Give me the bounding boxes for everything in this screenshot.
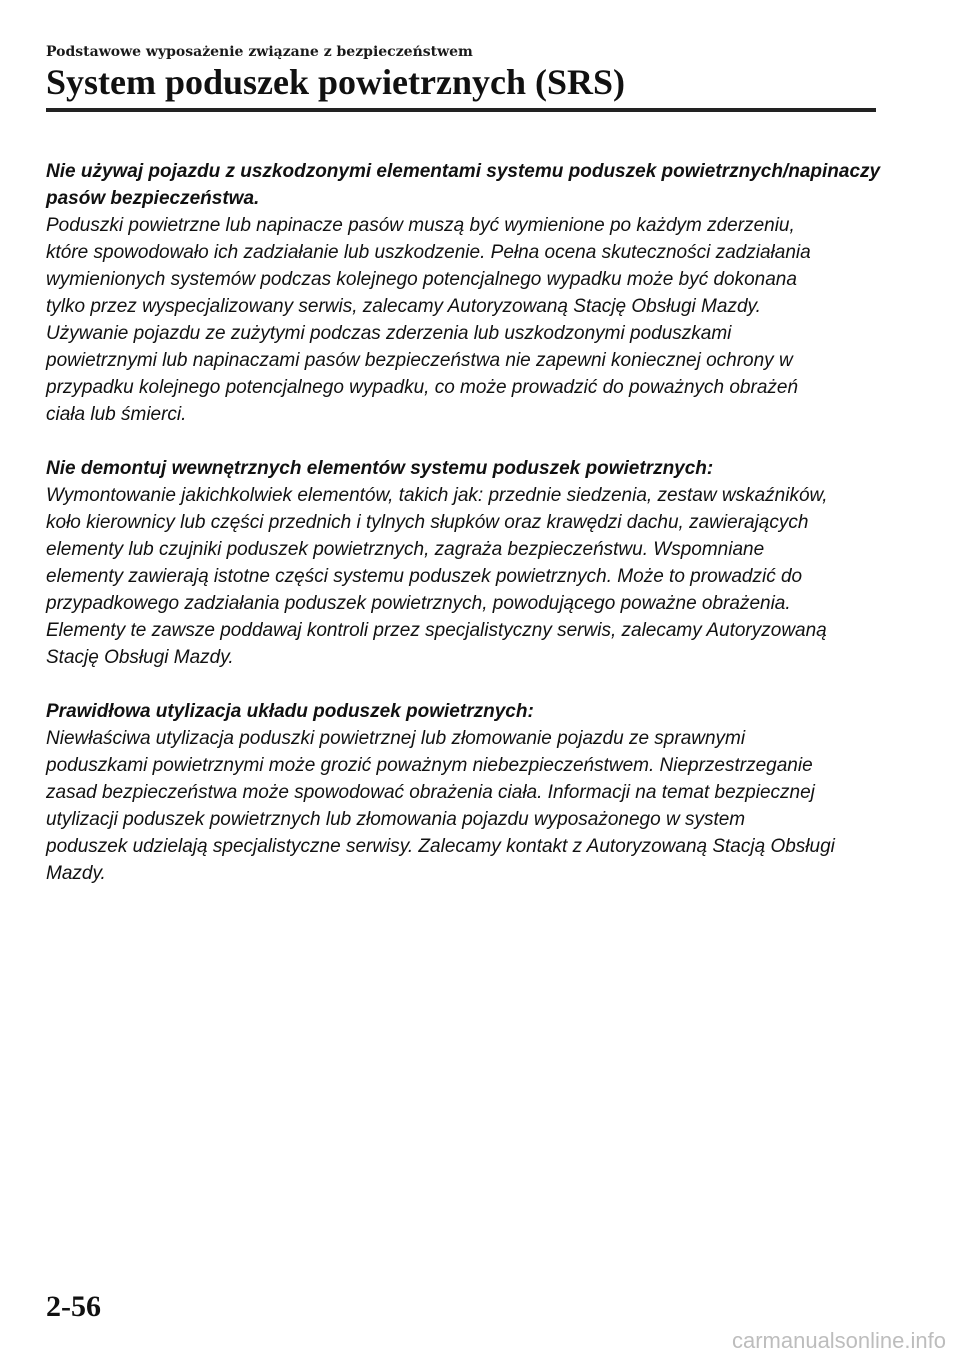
text-line: ciała lub śmierci. <box>46 404 187 425</box>
watermark-text: carmanualsonline.info <box>731 1328 946 1353</box>
text-line: przypadkowego zadziałania poduszek powietrznych, powodującego poważne obrażenia. <box>46 593 791 614</box>
header-divider <box>46 108 876 112</box>
text-line: Wymontowanie jakichkolwiek elementów, takich jak: przednie siedzenia, zestaw wskaźników, <box>46 485 828 506</box>
text-line: które spowodowało ich zadziałanie lub uszkodzenie. Pełna ocena skuteczności zadziałania <box>46 242 811 263</box>
warning-block-disassembly <box>46 455 896 671</box>
text-line: zasad bezpieczeństwa może spowodować obrażenia ciała. Informacji na temat bezpiecznej <box>46 782 815 803</box>
text-line: koło kierownicy lub części przednich i tylnych słupków oraz krawędzi dachu, zawierających <box>46 512 809 533</box>
text-line: elementy zawierają istotne części systemu poduszek powietrznych. Może to prowadzić do <box>46 566 803 587</box>
section-heading: Podstawowe wyposażenie związane z bezpieczeństwem <box>46 44 473 60</box>
warning-block-damaged-components <box>46 158 896 428</box>
text-line: Prawidłowa utylizacja układu poduszek powietrznych: <box>46 701 534 722</box>
warning-block-title <box>46 158 896 212</box>
text-line: powietrznymi lub napinaczami pasów bezpieczeństwa nie zapewni koniecznej ochrony w <box>46 350 793 371</box>
text-line: utylizacji poduszek powietrznych lub złomowania pojazdu wyposażonego w system <box>46 809 746 830</box>
text-line: Nie używaj pojazdu z uszkodzonymi elementami systemu poduszek powietrznych/napinaczy <box>46 161 881 182</box>
text-line: Używanie pojazdu ze zużytymi podczas zderzenia lub uszkodzonymi poduszkami <box>46 323 732 344</box>
text-line: wymienionych systemów podczas kolejnego potencjalnego wypadku może być dokonana <box>46 269 797 290</box>
text-line: Stację Obsługi Mazdy. <box>46 647 234 668</box>
text-line: Mazdy. <box>46 863 106 884</box>
text-line: Nie demontuj wewnętrznych elementów systemu poduszek powietrznych: <box>46 458 714 479</box>
text-line: pasów bezpieczeństwa. <box>46 188 260 209</box>
warning-block-title <box>46 698 896 725</box>
text-line: elementy lub czujniki poduszek powietrznych, zagraża bezpieczeństwu. Wspomniane <box>46 539 765 560</box>
text-line: Poduszki powietrzne lub napinacze pasów muszą być wymienione po każdym zderzeniu, <box>46 215 795 236</box>
warning-block-text <box>46 482 896 671</box>
text-line: Elementy te zawsze poddawaj kontroli przez specjalistyczny serwis, zalecamy Autoryzowaną <box>46 620 827 641</box>
warning-block-text <box>46 725 896 887</box>
text-line: poduszek udzielają specjalistyczne serwisy. Zalecamy kontakt z Autoryzowaną Stacją Obsługi <box>46 836 835 857</box>
text-line: tylko przez wyspecjalizowany serwis, zalecamy Autoryzowaną Stację Obsługi Mazdy. <box>46 296 761 317</box>
text-line: Niewłaściwa utylizacja poduszki powietrznej lub złomowanie pojazdu ze sprawnymi <box>46 728 746 749</box>
page-title: System poduszek powietrznych (SRS) <box>46 62 626 102</box>
warning-block-text <box>46 212 896 428</box>
warning-content <box>46 158 896 914</box>
text-line: przypadku kolejnego potencjalnego wypadku, co może prowadzić do poważnych obrażeń <box>46 377 799 398</box>
text-line: poduszkami powietrznymi może grozić poważnym niebezpieczeństwem. Nieprzestrzeganie <box>46 755 813 776</box>
warning-block-disposal <box>46 698 896 887</box>
warning-block-title <box>46 455 896 482</box>
page-number: 2-56 <box>46 1290 101 1323</box>
